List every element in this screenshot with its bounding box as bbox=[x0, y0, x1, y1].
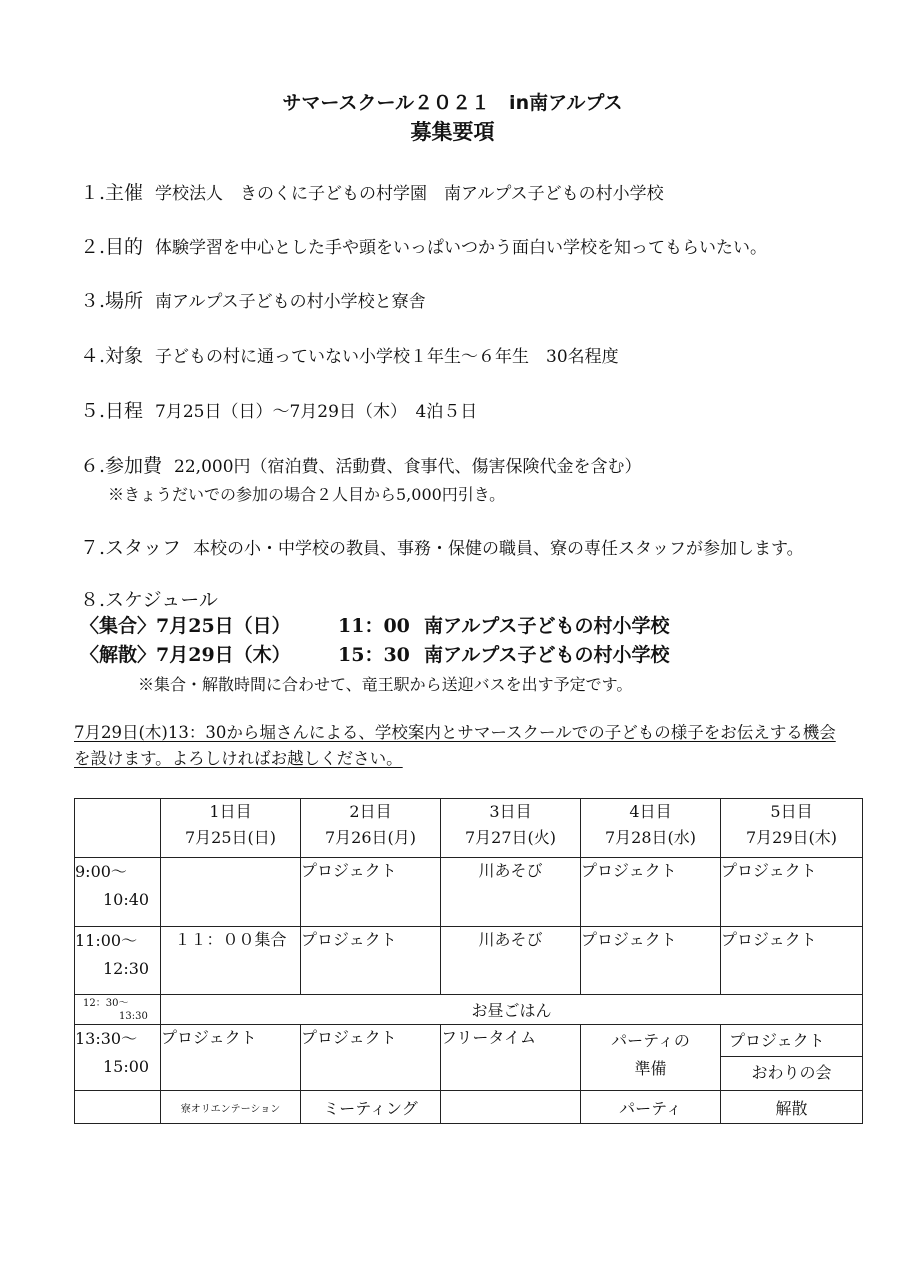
item-dates bbox=[80, 396, 477, 423]
item-label: ４.対象 bbox=[80, 345, 144, 367]
table-cell: パーティ bbox=[581, 1091, 721, 1124]
item-purpose bbox=[80, 232, 767, 259]
fee-note: ※きょうだいでの参加の場合２人目から5,000円引き。 bbox=[108, 485, 506, 504]
table-cell: フリータイム bbox=[441, 1025, 581, 1091]
item-label: ８.スケジュール bbox=[80, 589, 218, 611]
table-row bbox=[75, 858, 863, 927]
table-cell: ミーティング bbox=[301, 1091, 441, 1124]
table-row bbox=[75, 1025, 863, 1091]
bus-note: ※集合・解散時間に合わせて、竜王駅から送迎バスを出す予定です。 bbox=[138, 675, 633, 694]
item-label: ７.スタッフ bbox=[80, 537, 182, 559]
item-target bbox=[80, 341, 619, 368]
table-cell: プロジェクト bbox=[161, 1025, 301, 1091]
item-staff bbox=[80, 533, 804, 560]
gather-time: 11：00 bbox=[338, 615, 410, 637]
day-header: 5日目 7月29日(木) bbox=[721, 799, 863, 858]
table-cell: プロジェクト おわりの会 bbox=[721, 1025, 863, 1091]
schedule-table bbox=[74, 798, 863, 1124]
announcement: 7月29日(木)13：30から堀さんによる、学校案内とサマースクールでの子どもの様子をお伝えする機会を設けます。よろしければお越しください。 bbox=[74, 723, 836, 768]
time-cell: 12：30～ 13:30 bbox=[75, 995, 161, 1025]
item-text: 体験学習を中心とした手や頭をいっぱいつかう面白い学校を知ってもらいたい。 bbox=[155, 238, 768, 258]
table-cell: プロジェクト bbox=[721, 858, 863, 927]
day-header: 2日目 7月26日(月) bbox=[301, 799, 441, 858]
table-cell: 川あそび bbox=[441, 927, 581, 995]
item-label: ６.参加費 bbox=[80, 455, 163, 477]
lunch-cell: お昼ごはん bbox=[161, 995, 863, 1025]
item-organizer bbox=[80, 178, 664, 205]
day-header: 4日目 7月28日(水) bbox=[581, 799, 721, 858]
item-text: 子どもの村に通っていない小学校１年生～６年生 30名程度 bbox=[155, 347, 619, 367]
table-cell: プロジェクト bbox=[301, 1025, 441, 1091]
table-cell: 解散 bbox=[721, 1091, 863, 1124]
table-cell: プロジェクト bbox=[301, 858, 441, 927]
gather-tag: 〈集合〉7月25日（日） bbox=[80, 615, 291, 637]
item-text: 7月25日（日）～7月29日（木） 4泊５日 bbox=[155, 402, 478, 422]
table-cell: プロジェクト bbox=[721, 927, 863, 995]
table-cell bbox=[441, 1091, 581, 1124]
item-schedule bbox=[80, 585, 230, 612]
time-cell bbox=[75, 1091, 161, 1124]
table-cell: パーティの 準備 bbox=[581, 1025, 721, 1091]
time-cell: 9:00～ 10:40 bbox=[75, 858, 161, 927]
table-header-row bbox=[75, 799, 863, 858]
item-text: 南アルプス子どもの村小学校と寮舎 bbox=[155, 292, 426, 312]
item-fee bbox=[80, 451, 642, 478]
table-cell: プロジェクト bbox=[581, 927, 721, 995]
dismiss-tag: 〈解散〉7月29日（木） bbox=[80, 644, 291, 666]
day-header: 3日目 7月27日(火) bbox=[441, 799, 581, 858]
item-location bbox=[80, 286, 426, 313]
item-label: １.主催 bbox=[80, 182, 144, 204]
table-row bbox=[75, 995, 863, 1025]
table-corner bbox=[75, 799, 161, 858]
item-text: 学校法人 きのくに子どもの村学園 南アルプス子どもの村小学校 bbox=[155, 184, 664, 204]
dismiss-time: 15：30 bbox=[338, 644, 410, 666]
table-cell: １１：００集合 bbox=[161, 927, 301, 995]
table-row bbox=[75, 927, 863, 995]
table-cell: 川あそび bbox=[441, 858, 581, 927]
title-line1: サマースクール２０２１ in南アルプス bbox=[282, 92, 623, 114]
table-cell: プロジェクト bbox=[581, 858, 721, 927]
gather-place: 南アルプス子どもの村小学校 bbox=[424, 615, 670, 637]
title-line2: 募集要項 bbox=[410, 120, 495, 144]
item-text: 本校の小・中学校の教員、事務・保健の職員、寮の専任スタッフが参加します。 bbox=[193, 539, 804, 559]
item-text: 22,000円（宿泊費、活動費、食事代、傷害保険代金を含む） bbox=[174, 457, 642, 477]
dismiss-line bbox=[80, 640, 669, 667]
item-label: ２.目的 bbox=[80, 236, 144, 258]
item-label: ５.日程 bbox=[80, 400, 144, 422]
table-cell: プロジェクト bbox=[301, 927, 441, 995]
time-cell: 13:30～ 15:00 bbox=[75, 1025, 161, 1091]
table-cell bbox=[161, 858, 301, 927]
day-header: 1日目 7月25日(日) bbox=[161, 799, 301, 858]
table-row bbox=[75, 1091, 863, 1124]
time-cell: 11:00～ 12:30 bbox=[75, 927, 161, 995]
item-label: ３.場所 bbox=[80, 290, 144, 312]
table-cell: 寮オリエンテーション bbox=[161, 1091, 301, 1124]
gather-line bbox=[80, 611, 669, 638]
dismiss-place: 南アルプス子どもの村小学校 bbox=[424, 644, 670, 666]
